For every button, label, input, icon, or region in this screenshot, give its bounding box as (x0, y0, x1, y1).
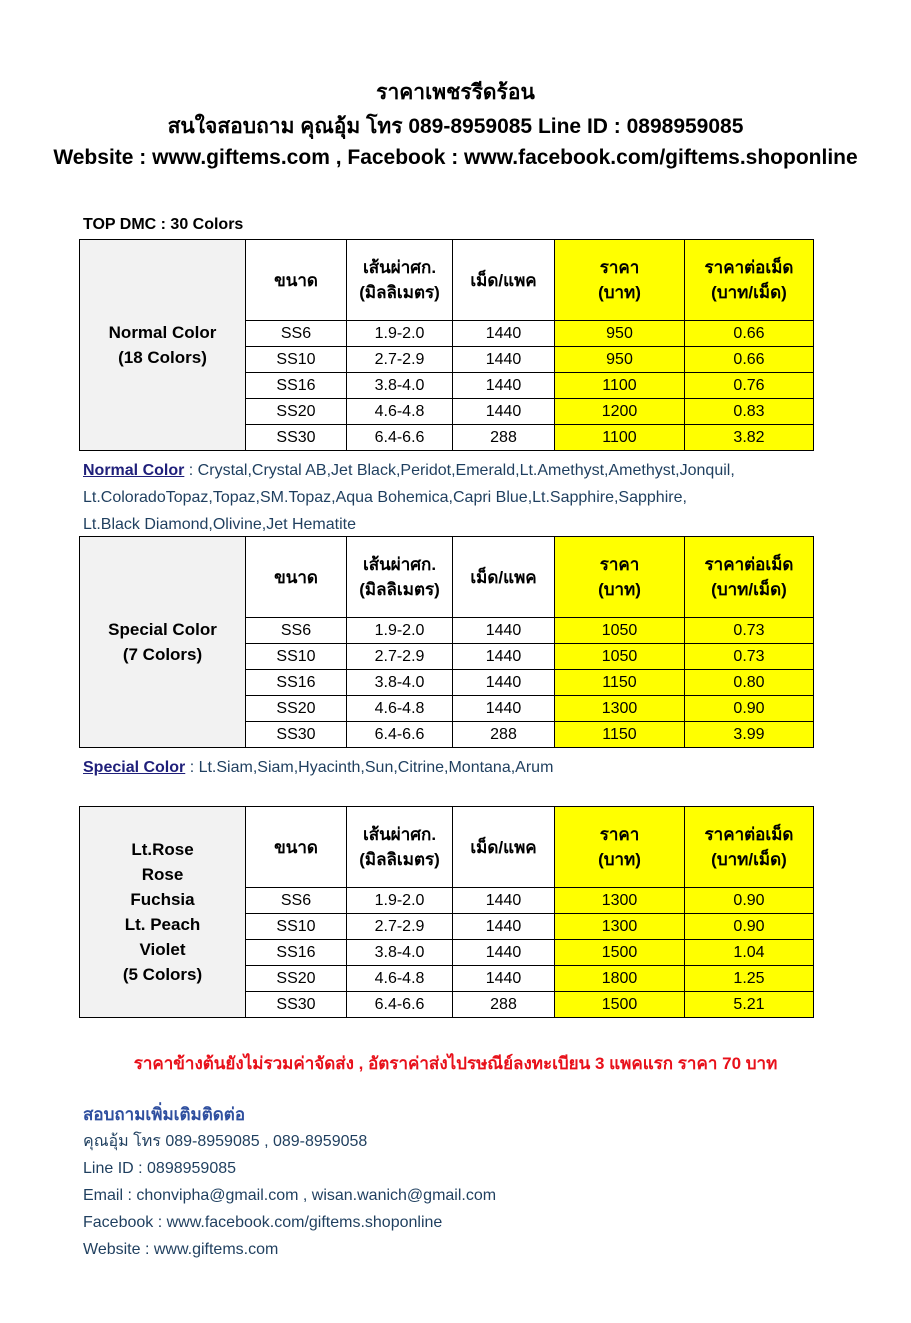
col-header-diameter (347, 240, 453, 321)
group-cell (80, 240, 246, 451)
per-pack-cell: 1440 (453, 966, 555, 992)
normal-color-list: Lt.ColoradoTopaz,Topaz,SM.Topaz,Aqua Bohemica,Capri Blue,Lt.Sapphire,Sapphire, (83, 489, 687, 506)
col-header-unit-price (685, 240, 814, 321)
col-header-size: ขนาด (246, 537, 347, 618)
col-header-size: ขนาด (246, 240, 347, 321)
size-cell: SS6 (246, 888, 347, 914)
diameter-cell: 3.8-4.0 (347, 373, 453, 399)
per-pack-cell: 1440 (453, 618, 555, 644)
per-pack-cell: 1440 (453, 670, 555, 696)
diameter-cell: 4.6-4.8 (347, 966, 453, 992)
unit-price-cell: 1.04 (685, 940, 814, 966)
col-header-unit-price (685, 537, 814, 618)
col-header-line: ราคา (599, 555, 640, 574)
group-line: Lt. Peach (124, 915, 201, 934)
unit-price-cell: 0.90 (685, 696, 814, 722)
size-cell: SS16 (246, 373, 347, 399)
col-header-line: ราคาต่อเม็ด (704, 258, 794, 277)
col-header-price (555, 807, 685, 888)
col-header-price (555, 537, 685, 618)
group-line: Rose (141, 865, 184, 884)
per-pack-cell: 1440 (453, 399, 555, 425)
group-line: Special Color (108, 620, 217, 639)
group-line: Normal Color (108, 323, 217, 342)
col-header-line: (มิลลิเมตร) (359, 283, 440, 302)
size-cell: SS16 (246, 670, 347, 696)
col-header-line: (บาท/เม็ด) (711, 580, 787, 599)
group-line: Lt.Rose (131, 840, 194, 859)
size-cell: SS20 (246, 966, 347, 992)
col-header-line: (บาท) (598, 850, 641, 869)
size-cell: SS20 (246, 399, 347, 425)
diameter-cell: 3.8-4.0 (347, 670, 453, 696)
unit-price-cell: 0.66 (685, 347, 814, 373)
unit-price-cell: 0.90 (685, 914, 814, 940)
section-label: TOP DMC : 30 Colors (83, 216, 244, 233)
col-header-line: (บาท) (598, 283, 641, 302)
col-header-line: (มิลลิเมตร) (359, 580, 440, 599)
per-pack-cell: 288 (453, 992, 555, 1018)
unit-price-cell: 3.82 (685, 425, 814, 451)
size-cell: SS6 (246, 618, 347, 644)
price-cell: 1050 (555, 644, 685, 670)
size-cell: SS20 (246, 696, 347, 722)
col-header-line: (บาท) (598, 580, 641, 599)
contact-email: Email : chonvipha@gmail.com , wisan.wanich@gmail.com (83, 1187, 497, 1204)
col-header-price (555, 240, 685, 321)
website-header-line: Website : www.giftems.com , Facebook : www.facebook.com/giftems.shoponline (53, 146, 858, 169)
diameter-cell: 4.6-4.8 (347, 399, 453, 425)
price-table-special (79, 536, 814, 748)
size-cell: SS10 (246, 914, 347, 940)
group-cell (80, 807, 246, 1018)
group-line: (5 Colors) (122, 965, 203, 984)
group-line: Violet (139, 940, 186, 959)
per-pack-cell: 1440 (453, 644, 555, 670)
per-pack-cell: 288 (453, 722, 555, 748)
col-header-line: เส้นผ่าศก. (362, 258, 437, 277)
diameter-cell: 6.4-6.6 (347, 425, 453, 451)
unit-price-cell: 0.73 (685, 618, 814, 644)
contact-website: Website : www.giftems.com (83, 1241, 279, 1258)
per-pack-cell: 1440 (453, 373, 555, 399)
per-pack-cell: 1440 (453, 321, 555, 347)
col-header-unit-price (685, 807, 814, 888)
normal-color-note (83, 457, 823, 538)
contact-header-line: สนใจสอบถาม คุณอุ้ม โทร 089-8959085 Line ID : 0898959085 (167, 115, 744, 138)
col-header-line: (บาท/เม็ด) (711, 283, 787, 302)
contact-facebook: Facebook : www.facebook.com/giftems.shoponline (83, 1214, 443, 1231)
price-table-normal (79, 239, 814, 451)
page-title: ราคาเพชรรีดร้อน (376, 81, 535, 104)
diameter-cell: 4.6-4.8 (347, 696, 453, 722)
price-cell: 950 (555, 321, 685, 347)
group-line: (7 Colors) (122, 645, 203, 664)
unit-price-cell: 5.21 (685, 992, 814, 1018)
normal-color-list: : Crystal,Crystal AB,Jet Black,Peridot,Emerald,Lt.Amethyst,Amethyst,Jonquil, (184, 462, 735, 479)
price-table-pink (79, 806, 814, 1018)
unit-price-cell: 0.83 (685, 399, 814, 425)
size-cell: SS16 (246, 940, 347, 966)
price-cell: 1800 (555, 966, 685, 992)
diameter-cell: 6.4-6.6 (347, 722, 453, 748)
col-header-line: (บาท/เม็ด) (711, 850, 787, 869)
contact-title: สอบถามเพิ่มเติมติดต่อ (83, 1105, 246, 1124)
col-header-line: เส้นผ่าศก. (362, 555, 437, 574)
per-pack-cell: 288 (453, 425, 555, 451)
price-cell: 1100 (555, 425, 685, 451)
size-cell: SS30 (246, 992, 347, 1018)
contact-block (83, 1101, 496, 1263)
unit-price-cell: 0.73 (685, 644, 814, 670)
diameter-cell: 2.7-2.9 (347, 914, 453, 940)
unit-price-cell: 0.90 (685, 888, 814, 914)
price-cell: 1150 (555, 670, 685, 696)
size-cell: SS10 (246, 644, 347, 670)
price-cell: 1300 (555, 914, 685, 940)
price-cell: 1150 (555, 722, 685, 748)
size-cell: SS10 (246, 347, 347, 373)
special-color-list: : Lt.Siam,Siam,Hyacinth,Sun,Citrine,Montana,Arum (185, 759, 554, 776)
unit-price-cell: 3.99 (685, 722, 814, 748)
col-header-diameter (347, 537, 453, 618)
col-header-diameter (347, 807, 453, 888)
diameter-cell: 1.9-2.0 (347, 321, 453, 347)
special-color-note (83, 754, 823, 781)
contact-line-id: Line ID : 0898959085 (83, 1160, 237, 1177)
diameter-cell: 2.7-2.9 (347, 644, 453, 670)
group-line: (18 Colors) (118, 348, 207, 367)
unit-price-cell: 0.80 (685, 670, 814, 696)
col-header-line: (มิลลิเมตร) (359, 850, 440, 869)
normal-color-label: Normal Color (83, 462, 185, 479)
per-pack-cell: 1440 (453, 347, 555, 373)
special-color-label: Special Color (83, 759, 186, 776)
size-cell: SS30 (246, 722, 347, 748)
shipping-warning: ราคาข้างต้นยังไม่รวมค่าจัดส่ง , อัตราค่าส่งไปรษณีย์ลงทะเบียน 3 แพคแรก ราคา 70 บาท (133, 1054, 778, 1073)
price-cell: 950 (555, 347, 685, 373)
normal-color-list: Lt.Black Diamond,Olivine,Jet Hematite (83, 516, 356, 533)
price-cell: 1050 (555, 618, 685, 644)
diameter-cell: 1.9-2.0 (347, 618, 453, 644)
group-cell (80, 537, 246, 748)
diameter-cell: 2.7-2.9 (347, 347, 453, 373)
per-pack-cell: 1440 (453, 888, 555, 914)
per-pack-cell: 1440 (453, 940, 555, 966)
price-cell: 1300 (555, 888, 685, 914)
price-cell: 1200 (555, 399, 685, 425)
col-header-per-pack: เม็ด/แพค (453, 807, 555, 888)
unit-price-cell: 0.76 (685, 373, 814, 399)
price-cell: 1500 (555, 940, 685, 966)
col-header-size: ขนาด (246, 807, 347, 888)
contact-phone: คุณอุ้ม โทร 089-8959085 , 089-8959058 (83, 1133, 368, 1150)
col-header-per-pack: เม็ด/แพค (453, 240, 555, 321)
price-cell: 1500 (555, 992, 685, 1018)
per-pack-cell: 1440 (453, 914, 555, 940)
diameter-cell: 6.4-6.6 (347, 992, 453, 1018)
col-header-line: ราคา (599, 258, 640, 277)
price-cell: 1300 (555, 696, 685, 722)
col-header-line: ราคา (599, 825, 640, 844)
unit-price-cell: 0.66 (685, 321, 814, 347)
per-pack-cell: 1440 (453, 696, 555, 722)
diameter-cell: 1.9-2.0 (347, 888, 453, 914)
col-header-line: เส้นผ่าศก. (362, 825, 437, 844)
size-cell: SS30 (246, 425, 347, 451)
col-header-per-pack: เม็ด/แพค (453, 537, 555, 618)
price-cell: 1100 (555, 373, 685, 399)
unit-price-cell: 1.25 (685, 966, 814, 992)
diameter-cell: 3.8-4.0 (347, 940, 453, 966)
size-cell: SS6 (246, 321, 347, 347)
group-line: Fuchsia (130, 890, 195, 909)
col-header-line: ราคาต่อเม็ด (704, 555, 794, 574)
col-header-line: ราคาต่อเม็ด (704, 825, 794, 844)
